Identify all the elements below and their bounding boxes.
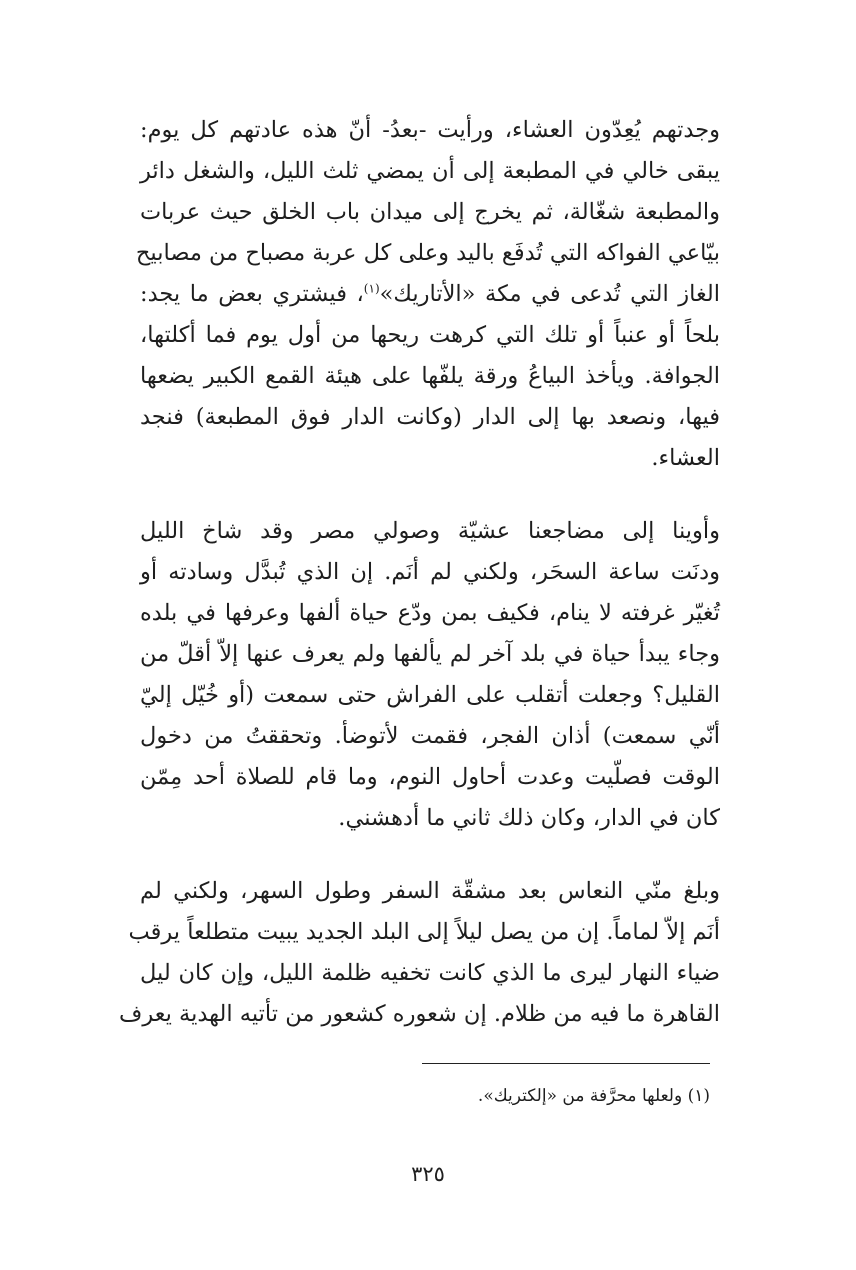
text-line: وبلغ منّي النعاس بعد مشقّة السفر وطول السهر، ولكني لم: [140, 878, 720, 904]
text-line: يبقى خالي في المطبعة إلى أن يمضي ثلث الليل، والشغل دائر: [140, 158, 720, 184]
footnote-divider: [422, 1063, 710, 1064]
text-line: ودنَت ساعة السحَر، ولكني لم أنَم. إن الذي تُبدَّل وسادته أو: [140, 559, 720, 585]
text-line: القليل؟ وجعلت أتقلب على الفراش حتى سمعت (أو خُيّل إليّ: [140, 682, 720, 708]
text-line: ضياء النهار ليرى ما الذي كانت تخفيه ظلمة الليل، وإن كان ليل: [140, 960, 720, 986]
text-line: والمطبعة شغّالة، ثم يخرج إلى ميدان باب الخلق حيث عربات: [140, 199, 721, 225]
paragraph-gap: [140, 839, 720, 871]
text-line: وجاء يبدأ حياة في بلد آخر لم يألفها ولم يعرف عنها إلاّ أقلّ من: [140, 641, 720, 667]
text-line: أنّي سمعت) أذان الفجر، فقمت لأتوضأ. وتحققتُ من دخول: [140, 723, 720, 749]
paragraph-gap: [140, 479, 720, 511]
text-line: كان في الدار، وكان ذلك ثاني ما أدهشني.: [338, 805, 720, 831]
text-line: وأوينا إلى مضاجعنا عشيّة وصولي مصر وقد شاخ الليل: [140, 518, 720, 544]
body-text: [119, 110, 721, 1035]
page-number: ٣٢٥: [411, 1162, 445, 1186]
text-line: أنَم إلاّ لماماً. إن من يصل ليلاً إلى البلد الجديد يبيت متطلعاً يرقب: [128, 919, 720, 945]
text-line: بلحاً أو عنباً أو تلك التي كرهت ريحها من أول يوم فما أكلتها،: [140, 322, 720, 348]
text-line: فيها، ونصعد بها إلى الدار (وكانت الدار فوق المطبعة) فنجد: [140, 404, 720, 430]
text-line: بيّاعي الفواكه التي تُدفَع باليد وعلى كل عربة مصباح من مصابيح: [135, 240, 720, 266]
footnote: (١) ولعلها محرَّفة من «إلكتريك».: [477, 1086, 710, 1106]
text-line: الجوافة. ويأخذ البياعُ ورقة يلفّها على هيئة القمع الكبير يضعها: [140, 363, 720, 389]
text-line: القاهرة ما فيه من ظلام. إن شعوره كشعور من تأتيه الهدية يعرف: [119, 1001, 720, 1027]
footnote-marker[interactable]: (١): [363, 281, 380, 296]
text-line: [140, 274, 720, 315]
text-line-end: ، فيشتري بعض ما يجد:: [140, 281, 364, 307]
text-line: الوقت فصلّيت وعدت أحاول النوم، وما قام للصلاة أحد مِمّن: [140, 764, 720, 790]
text-line: وجدتهم يُعِدّون العشاء، ورأيت -بعدُ- أنّ هذه عادتهم كل يوم:: [140, 117, 720, 143]
text-line: تُغيّر غرفته لا ينام، فكيف بمن ودّع حياة ألفها وعرفها في بلده: [140, 600, 720, 626]
text-line-start: الغاز التي تُدعى في مكة «الأتاريك»: [379, 281, 720, 307]
text-line: العشاء.: [651, 445, 720, 471]
